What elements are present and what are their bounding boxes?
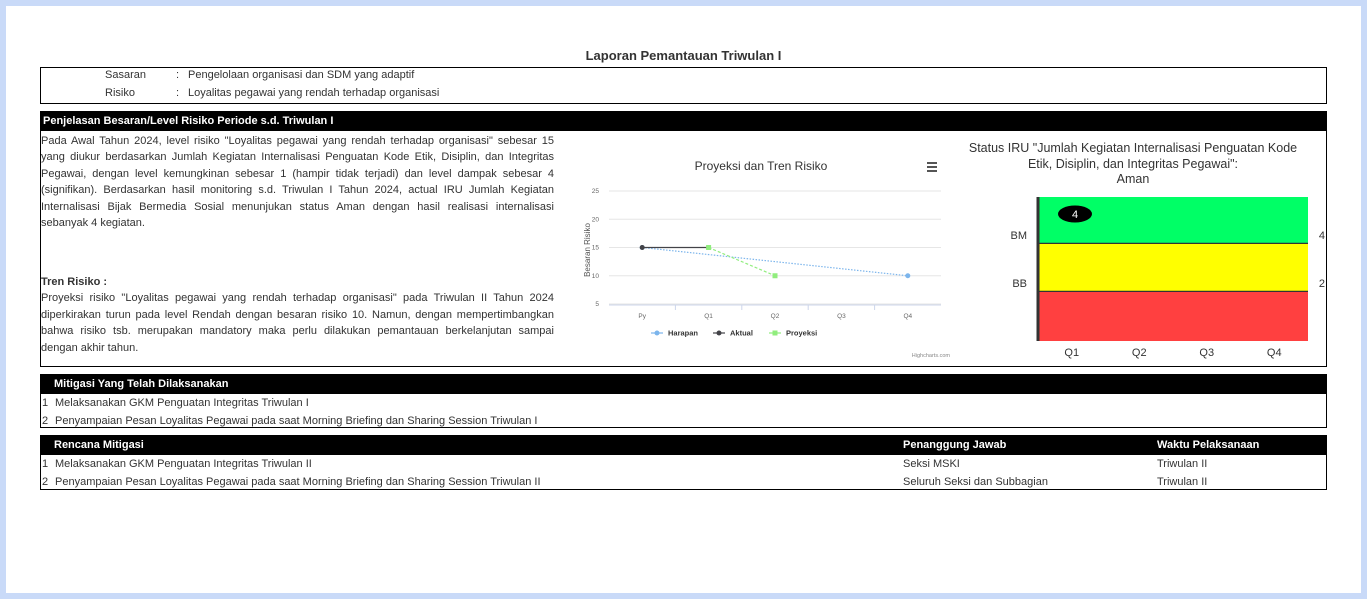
risiko-row bbox=[41, 87, 1326, 105]
chart-credit[interactable]: Highcharts.com bbox=[911, 353, 950, 359]
item-number: 2 bbox=[42, 415, 49, 427]
status-band bbox=[1038, 292, 1308, 341]
mitigasi-heading: Mitigasi Yang Telah Dilaksanakan bbox=[41, 375, 1326, 394]
iru-bands bbox=[1011, 197, 1326, 341]
item-number: 1 bbox=[42, 397, 49, 409]
rencana-heading: Rencana Mitigasi bbox=[54, 439, 144, 451]
data-point[interactable] bbox=[706, 245, 711, 250]
chart-series bbox=[640, 245, 911, 278]
colon: : bbox=[176, 87, 180, 99]
x-tick-label: Q1 bbox=[1064, 347, 1080, 359]
x-tick-label: Q4 bbox=[903, 313, 913, 320]
sasaran-value: Pengelolaan organisasi dan SDM yang adaptif bbox=[188, 69, 415, 81]
tren-heading: Tren Risiko : bbox=[41, 276, 108, 288]
legend-label[interactable]: Aktual bbox=[730, 328, 753, 338]
band-label: BM bbox=[1010, 230, 1027, 242]
legend-marker[interactable] bbox=[773, 331, 778, 336]
sasaran-row bbox=[41, 69, 1326, 87]
actual-value-label: 4 bbox=[1071, 209, 1079, 221]
col-penanggung-jawab: Penanggung Jawab bbox=[903, 439, 1007, 451]
table-row bbox=[41, 455, 1326, 473]
iru-status-chart bbox=[943, 134, 1326, 366]
legend-label[interactable]: Proyeksi bbox=[786, 328, 818, 338]
risiko-value: Loyalitas pegawai yang rendah terhadap organisasi bbox=[188, 87, 440, 99]
trend-chart bbox=[557, 134, 950, 364]
list-item bbox=[41, 394, 1326, 412]
data-point[interactable] bbox=[773, 273, 778, 278]
colon: : bbox=[176, 69, 180, 81]
legend-marker[interactable] bbox=[717, 331, 722, 336]
band-value: 4 bbox=[1318, 230, 1325, 242]
col-waktu-pelaksanaan: Waktu Pelaksanaan bbox=[1157, 439, 1260, 451]
iru-chart-svg bbox=[943, 134, 1326, 366]
item-text: Penyampaian Pesan Loyalitas Pegawai pada saat Morning Briefing dan Sharing Session Triwulan I bbox=[55, 415, 538, 427]
item-number: 2 bbox=[42, 476, 49, 488]
x-tick-label: Q4 bbox=[1266, 347, 1282, 359]
x-tick-label: Q2 bbox=[770, 313, 780, 320]
legend-label[interactable]: Harapan bbox=[668, 328, 699, 338]
x-tick-label: Q3 bbox=[1199, 347, 1215, 359]
status-band bbox=[1038, 244, 1308, 292]
y-tick-label: 10 bbox=[591, 272, 599, 280]
penjelasan-heading: Penjelasan Besaran/Level Risiko Periode s.d. Triwulan I bbox=[41, 112, 1326, 131]
y-axis-label: Besaran Risiko bbox=[583, 223, 592, 277]
data-point[interactable] bbox=[905, 273, 910, 278]
rencana-section bbox=[40, 435, 1327, 490]
x-tick-label: Q1 bbox=[704, 313, 713, 320]
table-row bbox=[41, 473, 1326, 491]
y-tick-label: 15 bbox=[591, 244, 599, 252]
list-item bbox=[41, 412, 1326, 430]
penjelasan-section bbox=[40, 111, 1327, 367]
risiko-label: Risiko bbox=[105, 87, 135, 99]
chart-legend bbox=[651, 329, 817, 338]
iru-x-labels bbox=[1064, 347, 1281, 359]
item-text: Penyampaian Pesan Loyalitas Pegawai pada saat Morning Briefing dan Sharing Session Triwulan II bbox=[55, 476, 541, 488]
info-box bbox=[40, 67, 1327, 104]
x-tick-label: Q3 bbox=[837, 313, 846, 320]
iru-title-line2: Etik, Disiplin, dan Integritas Pegawai": bbox=[1027, 157, 1239, 171]
chart-grid bbox=[592, 188, 941, 320]
trend-chart-svg bbox=[557, 134, 950, 364]
item-pj: Seluruh Seksi dan Subbagian bbox=[903, 476, 1048, 488]
item-text: Melaksanakan GKM Penguatan Integritas Triwulan II bbox=[55, 458, 312, 470]
x-tick-label: Py bbox=[638, 313, 646, 320]
penjelasan-paragraph: Pada Awal Tahun 2024, level risiko "Loyalitas pegawai yang rendah terhadap organisasi" sebesar 15 yang diukur berdasarkan Jumlah Kegiatan Internalisasi Penguatan Kode Etik, Disiplin, dan Integritas Pegawai, dengan level kemungkinan sebesar 1 (hampir tidak terjadi) dan level dampak sebesar 4 (signifikan). Berdasarkan hasil monitoring s.d. Triwulan I Tahun 2024, actual IRU Jumlah Kegiatan Internalisasi Bijak Bermedia Sosial menunjukan status Aman dengan hasil realisasi internalisasi sebanyak 4 kegiatan. bbox=[41, 135, 554, 230]
y-tick-label: 5 bbox=[595, 301, 599, 308]
sasaran-label: Sasaran bbox=[105, 69, 146, 81]
item-pj: Seksi MSKI bbox=[903, 458, 960, 470]
band-label: BB bbox=[1012, 278, 1027, 290]
iru-status: Aman bbox=[1116, 172, 1150, 186]
y-tick-label: 25 bbox=[591, 188, 599, 195]
hamburger-menu-icon[interactable] bbox=[927, 162, 937, 172]
series-line-proyeksi bbox=[709, 248, 775, 276]
page-title: Laporan Pemantauan Triwulan I bbox=[585, 48, 782, 63]
report-page bbox=[6, 6, 1361, 593]
rencana-header-row bbox=[41, 436, 1326, 455]
item-waktu: Triwulan II bbox=[1157, 458, 1208, 470]
band-value: 2 bbox=[1318, 278, 1325, 290]
mitigasi-section bbox=[40, 374, 1327, 428]
item-text: Melaksanakan GKM Penguatan Integritas Triwulan I bbox=[55, 397, 309, 409]
y-tick-label: 20 bbox=[591, 216, 599, 224]
tren-block bbox=[41, 274, 554, 356]
item-number: 1 bbox=[42, 458, 49, 470]
iru-title-line1: Status IRU "Jumlah Kegiatan Internalisasi Penguatan Kode bbox=[968, 141, 1298, 155]
tren-paragraph: Proyeksi risiko "Loyalitas pegawai yang rendah terhadap organisasi" pada Triwulan II Tahun 2024 diperkirakan turun pada level Rendah dengan besaran risiko 10. Namun, dengan mempertimbangkan bahwa risiko tsb. merupakan mandatory maka perlu dilakukan pemantauan berkelanjutan sampai dengan akhir tahun. bbox=[41, 292, 554, 354]
series-line-harapan bbox=[642, 248, 908, 276]
x-tick-label: Q2 bbox=[1131, 347, 1147, 359]
data-point[interactable] bbox=[640, 245, 645, 250]
item-waktu: Triwulan II bbox=[1157, 476, 1208, 488]
chart-title: Proyeksi dan Tren Risiko bbox=[694, 159, 828, 173]
legend-marker[interactable] bbox=[655, 331, 660, 336]
